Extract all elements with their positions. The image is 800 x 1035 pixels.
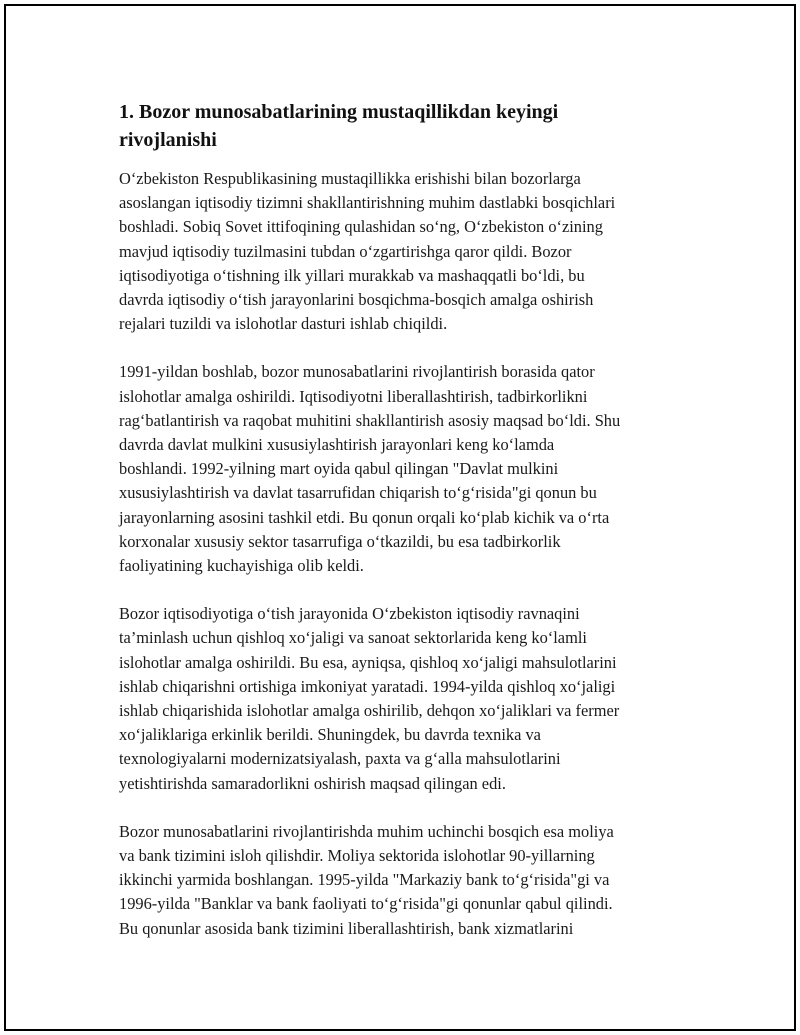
- text-line: asoslangan iqtisodiy tizimni shakllantirishning muhim dastlabki bosqichlari: [119, 193, 616, 213]
- text-line: Bozor iqtisodiyotiga o‘tish jarayonida O‘zbekiston iqtisodiy ravnaqini: [119, 604, 580, 624]
- text-line: mavjud iqtisodiy tuzilmasini tubdan o‘zgartirishga qaror qildi. Bozor: [119, 241, 572, 261]
- text-line: va bank tizimini isloh qilishdir. Moliya sektorida islohotlar 90-yillarning: [119, 846, 595, 866]
- text-line: yetishtirishda samaradorlikni oshirish maqsad qilingan edi.: [119, 773, 506, 793]
- text-line: xususiylashtirish va davlat tasarrufidan chiqarish to‘g‘risida"gi qonun bu: [119, 483, 597, 503]
- text-line: Bozor munosabatlarini rivojlantirishda muhim uchinchi bosqich esa moliya: [119, 821, 614, 841]
- text-line: boshlandi. 1992-yilning mart oyida qabul qilingan "Davlat mulkini: [119, 459, 559, 479]
- paragraph-3: [119, 602, 689, 796]
- text-line: 1991-yildan boshlab, bozor munosabatlarini rivojlantirish borasida qator: [119, 362, 595, 382]
- text-line: iqtisodiyotiga o‘tishning ilk yillari murakkab va mashaqqatli bo‘ldi, bu: [119, 265, 585, 285]
- text-line: davrda iqtisodiy o‘tish jarayonlarini bosqichma-bosqich amalga oshirish: [119, 290, 594, 310]
- page-frame: [4, 4, 796, 1031]
- paragraph-4: [119, 820, 689, 941]
- text-line: texnologiyalarni modernizatsiyalash, paxta va g‘alla mahsulotlarini: [119, 749, 561, 769]
- text-line: jarayonlarning asosini tashkil etdi. Bu qonun orqali ko‘plab kichik va o‘rta: [119, 507, 610, 527]
- paragraph-2: [119, 360, 689, 578]
- title-line: 1. Bozor munosabatlarining mustaqillikdan keyingi: [119, 101, 559, 123]
- paragraph-1: [119, 167, 689, 336]
- text-line: ishlab chiqarishni ortishiga imkoniyat yaratadi. 1994-yilda qishloq xo‘jaligi: [119, 676, 616, 696]
- text-line: ishlab chiqarishida islohotlar amalga oshirilib, dehqon xo‘jaliklari va fermer: [119, 701, 620, 721]
- document-body: [119, 98, 689, 965]
- text-line: islohotlar amalga oshirildi. Bu esa, ayniqsa, qishloq xo‘jaligi mahsulotlarini: [119, 652, 617, 672]
- text-line: korxonalar xususiy sektor tasarrufiga o‘tkazildi, bu esa tadbirkorlik: [119, 531, 561, 551]
- text-line: 1996-yilda "Banklar va bank faoliyati to‘g‘risida"gi qonunlar qabul qilindi.: [119, 894, 613, 914]
- title-line: rivojlanishi: [119, 129, 217, 151]
- text-line: rag‘batlantirish va raqobat muhitini shakllantirish asosiy maqsad bo‘ldi. Shu: [119, 410, 621, 430]
- text-line: Bu qonunlar asosida bank tizimini liberallashtirish, bank xizmatlarini: [119, 918, 574, 938]
- text-line: O‘zbekiston Respublikasining mustaqillikka erishishi bilan bozorlarga: [119, 169, 581, 188]
- text-line: rejalari tuzildi va islohotlar dasturi ishlab chiqildi.: [119, 314, 448, 334]
- text-line: faoliyatining kuchayishiga olib keldi.: [119, 556, 364, 576]
- text-line: ikkinchi yarmida boshlangan. 1995-yilda "Markaziy bank to‘g‘risida"gi va: [119, 870, 610, 890]
- text-line: ta’minlash uchun qishloq xo‘jaligi va sanoat sektorlarida keng ko‘lamli: [119, 628, 587, 648]
- text-line: xo‘jaliklariga erkinlik berildi. Shuningdek, bu davrda texnika va: [119, 725, 541, 745]
- section-title: [119, 98, 689, 154]
- text-line: boshladi. Sobiq Sovet ittifoqining qulashidan so‘ng, O‘zbekiston o‘zining: [119, 217, 603, 237]
- text-line: islohotlar amalga oshirildi. Iqtisodiyotni liberallashtirish, tadbirkorlikni: [119, 386, 588, 406]
- text-line: davrda davlat mulkini xususiylashtirish jarayonlari keng ko‘lamda: [119, 435, 555, 455]
